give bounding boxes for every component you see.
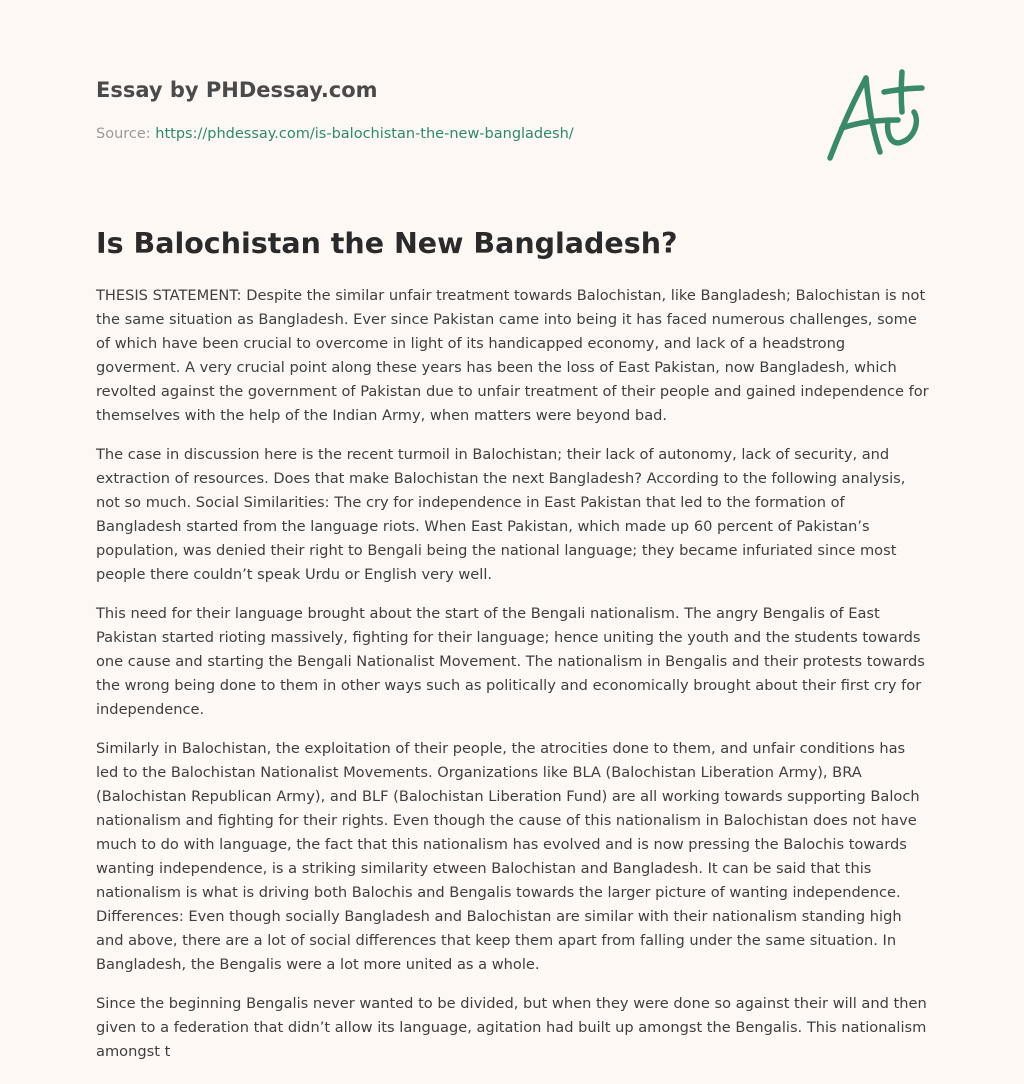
source-label: Source:: [96, 126, 151, 142]
essay-paragraph: Similarly in Balochistan, the exploitation of their people, the atrocities done to them, and unfair conditions has led to the Balochistan Nationalist Movements. Organizations like BLA (Balochistan Liberation Army), BRA (Balochistan Republican Army), and BLF (Balochistan Liberation Fund) are all working towards supporting Baloch nationalism and fighting for their rights. Even though the cause of this nationalism in Balochistan does not have much to do with language, the fact that this nationalism has evolved and is now pressing the Balochis towards wanting independence, is a striking similarity etween Balochistan and Bangladesh. It can be said that this nationalism is what is driving both Balochis and Bengalis towards the larger picture of wanting independence. Differences: Even though socially Bangladesh and Balochistan are similar with their nationalism standing high and above, there are a lot of social differences that keep them apart from falling under the same situation. In Bangladesh, the Bengalis were a lot more united as a whole.: [96, 740, 920, 973]
a-plus-grade-icon: [822, 66, 926, 164]
essay-body: [96, 284, 932, 1079]
essay-paragraph: This need for their language brought about the start of the Bengali nationalism. The angry Bengalis of East Pakistan started rioting massively, fighting for their language; hence uniting the youth and the students towards one cause and starting the Bengali Nationalist Movement. The nationalism in Bengalis and their protests towards the wrong being done to them in other ways such as politically and economically brought about their first cry for independence.: [96, 605, 925, 718]
essay-title: Is Balochistan the New Bangladesh?: [96, 227, 678, 260]
source-link[interactable]: https://phdessay.com/is-balochistan-the-new-bangladesh/: [155, 126, 574, 142]
brand-title: Essay by PHDessay.com: [96, 78, 378, 102]
essay-paragraph: The case in discussion here is the recent turmoil in Balochistan; their lack of autonomy, lack of security, and extraction of resources. Does that make Balochistan the next Bangladesh? According to the following analysis, not so much. Social Similarities: The cry for independence in East Pakistan that led to the formation of Bangladesh started from the language riots. When East Pakistan, which made up 60 percent of Pakistan’s population, was denied their right to Bengali being the national language; they became infuriated since most people there couldn’t speak Urdu or English very well.: [96, 446, 906, 583]
essay-paragraph: Since the beginning Bengalis never wanted to be divided, but when they were done so against their will and then given to a federation that didn’t allow its language, agitation had built up amongst the Bengalis. This nationalism amongst t: [96, 995, 927, 1060]
source-line: [96, 124, 796, 144]
page-header: [96, 76, 796, 144]
essay-paragraph: THESIS STATEMENT: Despite the similar unfair treatment towards Balochistan, like Bangladesh; Balochistan is not the same situation as Bangladesh. Ever since Pakistan came into being it has faced numerous challenges, some of which have been crucial to overcome in light of its handicapped economy, and lack of a headstrong goverment. A very crucial point along these years has been the loss of East Pakistan, now Bangladesh, which revolted against the government of Pakistan due to unfair treatment of their people and gained independence for themselves with the help of the Indian Army, when matters were beyond bad.: [96, 287, 929, 424]
